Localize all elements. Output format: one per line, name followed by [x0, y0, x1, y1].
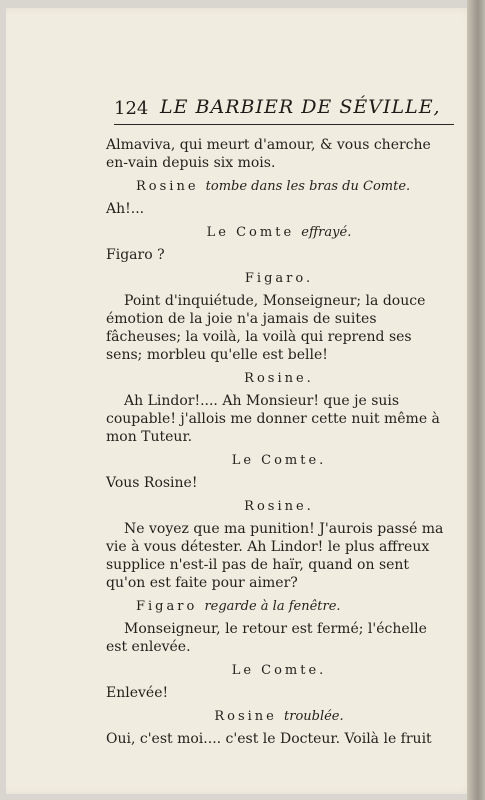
text-line: Almaviva, qui meurt d'amour, & vous cherche en-vain depuis six mois.	[106, 137, 431, 171]
speaker-name: Rosine	[136, 179, 199, 194]
book-page	[6, 8, 476, 794]
speaker-name: Le Comte	[206, 225, 295, 240]
speaker-name: Rosine	[214, 709, 277, 724]
text-line: Ah!...	[106, 201, 145, 217]
text-line: Enlevée!	[106, 685, 169, 701]
text-line: Ne voyez que ma punition! J'aurois passé ma vie à vous détester. Ah Lindor! le plus affreux supplice n'est-il pas de haïr, quand on sent qu'on est faite pour aimer?	[106, 521, 444, 591]
text-line: Vous Rosine!	[106, 475, 198, 491]
speaker-heading	[106, 598, 452, 616]
running-title: LE BARBIER DE SÉVILLE,	[160, 96, 441, 118]
speaker-heading	[106, 178, 452, 196]
speaker-heading: Rosine.	[244, 371, 314, 386]
stage-direction: regarde à la fenêtre.	[204, 599, 341, 614]
speaker-name: Figaro	[136, 599, 198, 614]
speaker-heading: Le Comte.	[231, 663, 327, 678]
text-line: Ah Lindor!.... Ah Monsieur! que je suis coupable! j'allois me donner cette nuit même à mon Tuteur.	[106, 393, 440, 445]
stage-direction: tombe dans les bras du Comte.	[205, 179, 411, 194]
speaker-heading	[106, 224, 452, 242]
text-line: Monseigneur, le retour est fermé; l'échelle est enlevée.	[106, 621, 427, 655]
page-header	[114, 96, 454, 125]
page-body	[106, 136, 452, 748]
text-line: Point d'inquiétude, Monseigneur; la douce émotion de la joie n'a jamais de suites fâcheuses; la voilà, la voilà qui reprend ses sens; morbleu qu'elle est belle!	[106, 293, 426, 363]
speaker-heading: Rosine.	[244, 499, 314, 514]
text-line: Oui, c'est moi.... c'est le Docteur. Voilà le fruit	[106, 731, 432, 747]
speaker-heading	[106, 708, 452, 726]
speaker-heading: Figaro.	[244, 271, 314, 286]
text-line: Figaro ?	[106, 247, 165, 263]
stage-direction: effrayé.	[301, 225, 352, 240]
page-number: 124	[114, 98, 149, 119]
stage-direction: troublée.	[284, 709, 344, 724]
book-binding	[467, 0, 485, 800]
speaker-heading: Le Comte.	[231, 453, 327, 468]
